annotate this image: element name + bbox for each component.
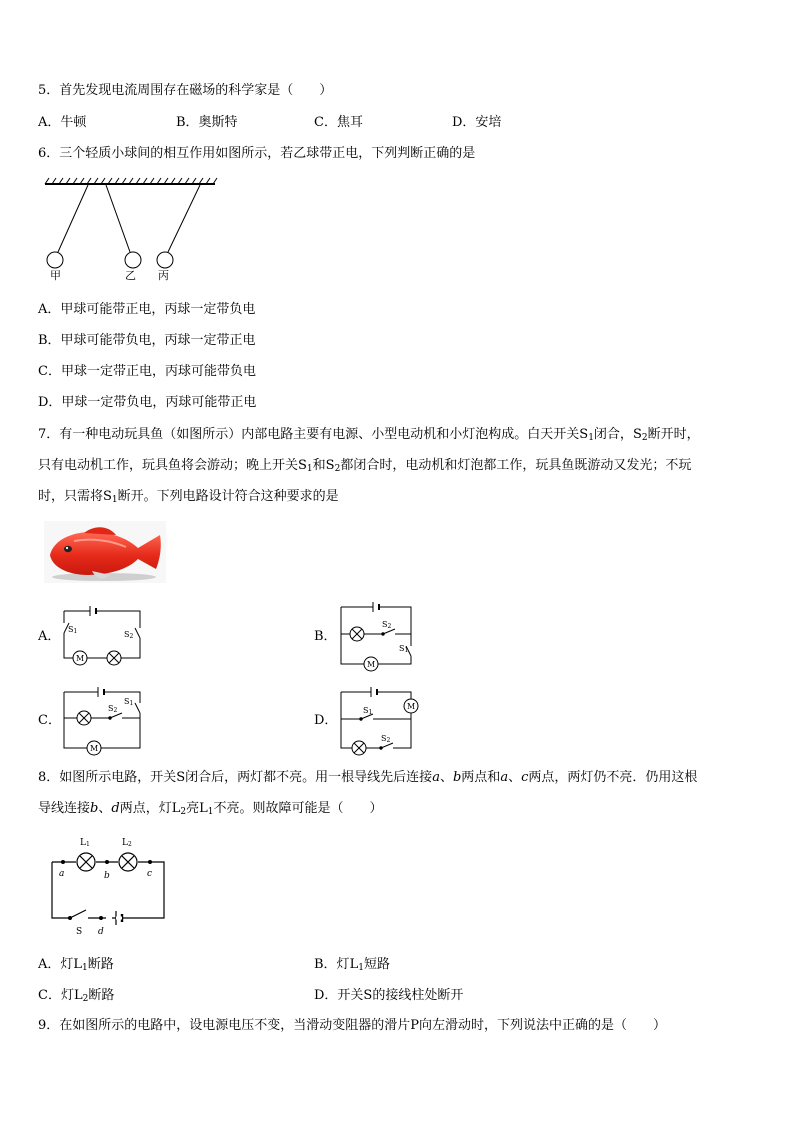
diag-L1: L1 <box>80 838 90 848</box>
q7-line-2: 只有电动机工作，玩具鱼将会游动；晚上开关$S_1$和$S_2$都闭合时，电动机和灯泡都工作，玩具鱼既游动又发光；不玩 <box>38 458 692 474</box>
q7-circuit-d[interactable] <box>335 683 427 755</box>
q9-stem: 9．在如图所示的电路中，设电源电压不变，当滑动变阻器的滑片P向左滑动时，下列说法中正确的是（ ） <box>38 1018 667 1033</box>
diag-d: d <box>98 927 104 937</box>
q7-line-3: 时，只需将$S_1$断开。下列电路设计符合这种要求的是 <box>38 489 339 505</box>
diag-b: b <box>104 871 110 881</box>
q7-option-d-label[interactable]: D． <box>314 713 338 728</box>
c-s1: S1 <box>124 697 134 707</box>
q7-option-c-label[interactable]: C． <box>38 713 61 728</box>
q7-option-b-label[interactable]: B． <box>314 629 337 644</box>
thread-bing <box>168 185 200 252</box>
q7-circuit-b[interactable] <box>335 598 417 672</box>
q5-option-b[interactable]: B．奥斯特 <box>176 115 238 130</box>
label-bing: 丙 <box>158 269 169 282</box>
diag-S: S <box>76 927 83 937</box>
q8-line-2: 导线连接b、d两点，灯$L_2$亮$L_1$不亮。则故障可能是（ ） <box>38 801 383 817</box>
a-s2: S2 <box>124 630 134 640</box>
a-s1: S1 <box>68 625 78 635</box>
ball-bing <box>157 252 173 268</box>
q7-line-1: 7．有一种电动玩具鱼（如图所示）内部电路主要有电源、小型电动机和小灯泡构成。白天开关$S_1$闭合，$S_2$断开时， <box>38 427 700 443</box>
q7-circuit-c[interactable] <box>58 683 150 755</box>
a-motor: M <box>76 654 85 663</box>
ball-jia <box>47 252 63 268</box>
q5-option-c[interactable]: C．焦耳 <box>314 115 363 130</box>
q8-option-a[interactable]: A．灯$L_1$断路 <box>38 957 114 973</box>
q5-stem: 5．首先发现电流周围存在磁场的科学家是（ ） <box>38 83 333 98</box>
c-s2: S2 <box>108 704 118 714</box>
q8-option-c[interactable]: C．灯$L_2$断路 <box>38 988 115 1004</box>
label-jia: 甲 <box>50 269 61 282</box>
q6-option-a[interactable]: A．甲球可能带正电，丙球一定带负电 <box>38 302 256 317</box>
label-yi: 乙 <box>125 269 136 282</box>
q7-circuit-a[interactable] <box>58 603 148 665</box>
q6-option-c[interactable]: C．甲球一定带正电，丙球可能带负电 <box>38 364 256 379</box>
q6-stem: 6．三个轻质小球间的相互作用如图所示，若乙球带正电，下列判断正确的是 <box>38 146 476 161</box>
q6-option-b[interactable]: B．甲球可能带负电，丙球一定带正电 <box>38 333 256 348</box>
q8-option-d[interactable]: D．开关S的接线柱处断开 <box>314 988 464 1003</box>
q5-option-d[interactable]: D．安培 <box>452 115 502 130</box>
c-motor: M <box>90 744 99 753</box>
q7-option-a-label[interactable]: A． <box>38 629 61 644</box>
d-motor: M <box>407 702 416 711</box>
b-s2: S2 <box>382 620 392 630</box>
d-s2: S2 <box>381 734 391 744</box>
diag-L2: L2 <box>122 838 132 848</box>
diag-a: a <box>59 869 65 879</box>
ball-yi <box>125 252 141 268</box>
thread-yi <box>106 185 130 252</box>
q8-circuit-diagram <box>46 832 176 938</box>
b-s1: S1 <box>399 644 409 654</box>
b-motor: M <box>367 660 376 669</box>
thread-jia <box>58 185 88 252</box>
d-s1: S1 <box>363 706 373 716</box>
q6-option-d[interactable]: D．甲球一定带负电，丙球可能带正电 <box>38 395 257 410</box>
q8-option-b[interactable]: B．灯$L_1$短路 <box>314 957 390 973</box>
q6-pendulum-diagram <box>40 176 220 286</box>
diag-c: c <box>147 869 153 879</box>
q8-line-1: 8．如图所示电路，开关S闭合后，两灯都不亮。用一根导线先后连接a、b两点和a、c两点，两灯仍不亮．仍用这根 <box>38 770 698 785</box>
toy-fish-image <box>44 521 166 583</box>
q5-option-a[interactable]: A．牛顿 <box>38 115 87 130</box>
